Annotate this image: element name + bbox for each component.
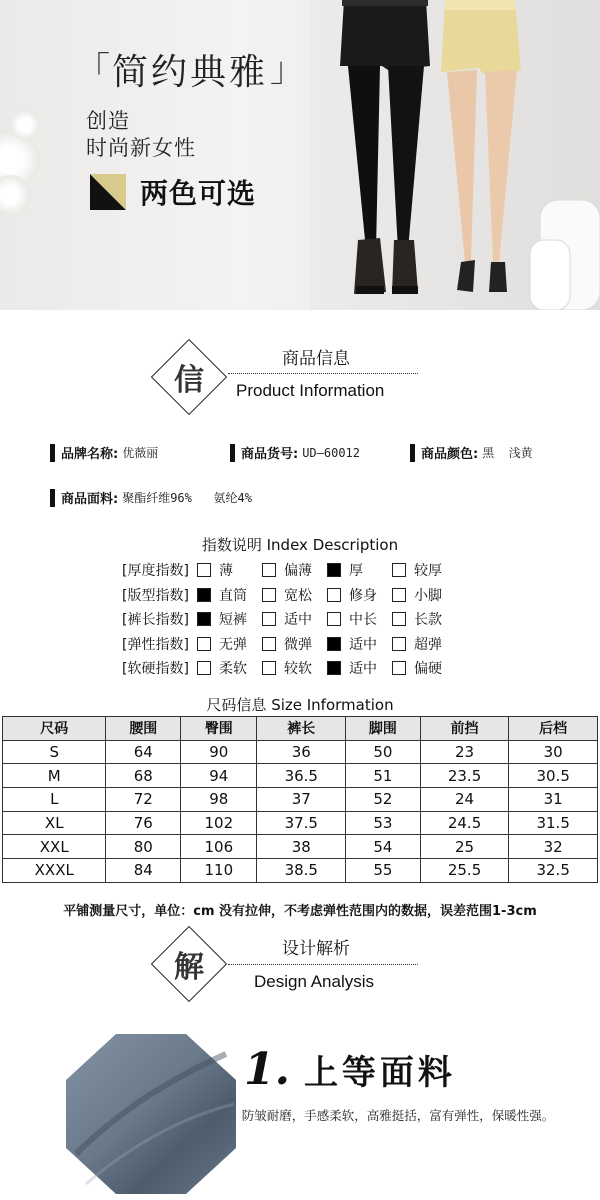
feature-title xyxy=(244,1044,456,1095)
size-header-cell: 裤长 xyxy=(257,717,346,741)
size-cell: 36 xyxy=(257,740,346,764)
hero-subtitle-line1: 创造 xyxy=(86,109,130,133)
checked-box-icon xyxy=(327,661,341,675)
index-row-label: [厚度指数] xyxy=(122,563,189,579)
size-cell: 110 xyxy=(181,859,257,883)
index-option-label: 宽松 xyxy=(284,587,312,604)
index-option xyxy=(262,609,327,629)
index-option-label: 适中 xyxy=(284,612,312,628)
size-cell: L xyxy=(3,788,106,812)
index-option-label: 偏薄 xyxy=(284,563,312,579)
size-cell: 37 xyxy=(257,788,346,812)
unchecked-box-icon xyxy=(197,563,211,577)
index-option-label: 薄 xyxy=(219,563,233,579)
feature-description: 防皱耐磨，手感柔软，高雅挺括，富有弹性，保暖性强。 xyxy=(241,1108,555,1123)
size-header-cell: 后档 xyxy=(509,717,598,741)
table-row xyxy=(3,835,598,859)
size-header-cell: 尺码 xyxy=(3,717,106,741)
info-brand-key: 品牌名称: xyxy=(61,447,119,462)
size-cell: 64 xyxy=(106,740,181,764)
unchecked-box-icon xyxy=(197,637,211,651)
size-cell: 30.5 xyxy=(509,764,598,788)
size-cell: 52 xyxy=(346,788,421,812)
index-option-label: 超弹 xyxy=(414,636,442,653)
feature-name: 上等面料 xyxy=(303,1053,456,1093)
size-cell: 31 xyxy=(509,788,598,812)
product-info-divider xyxy=(228,373,418,374)
index-option-label: 中长 xyxy=(349,612,377,628)
size-cell: 24.5 xyxy=(420,811,509,835)
index-option xyxy=(262,560,327,580)
color-swatch-icon xyxy=(90,174,126,210)
unchecked-box-icon xyxy=(197,661,211,675)
size-cell: 102 xyxy=(181,811,257,835)
size-cell: 38 xyxy=(257,835,346,859)
index-option-label: 偏硬 xyxy=(414,661,442,677)
unchecked-box-icon xyxy=(262,612,276,626)
index-option-label: 厚 xyxy=(349,563,363,579)
feature-number: 1. xyxy=(244,1044,290,1095)
index-option-label: 较厚 xyxy=(414,563,442,579)
hero-banner xyxy=(0,0,600,310)
hero-subtitle-line2: 时尚新女性 xyxy=(86,136,196,160)
size-header-cell: 臀围 xyxy=(181,717,257,741)
sofa-illustration xyxy=(520,180,600,310)
index-option-label: 小脚 xyxy=(414,587,442,604)
size-cell: 30 xyxy=(509,740,598,764)
unchecked-box-icon xyxy=(262,637,276,651)
index-option xyxy=(197,585,262,605)
size-cell: 98 xyxy=(181,788,257,812)
index-option xyxy=(197,609,262,629)
size-cell: 51 xyxy=(346,764,421,788)
index-option xyxy=(327,609,392,629)
index-option xyxy=(392,585,457,605)
model-yellow-shorts xyxy=(435,0,525,310)
unchecked-box-icon xyxy=(327,588,341,602)
size-cell: 106 xyxy=(181,835,257,859)
index-row-label: [裤长指数] xyxy=(122,612,189,628)
design-icon-char: 解 xyxy=(174,950,204,985)
hero-subtitle xyxy=(86,108,196,162)
size-cell: 32 xyxy=(509,835,598,859)
checked-box-icon xyxy=(197,588,211,602)
info-color-key: 商品颜色: xyxy=(421,447,479,462)
size-cell: 55 xyxy=(346,859,421,883)
info-sku-key: 商品货号: xyxy=(241,447,299,462)
index-row xyxy=(122,560,457,580)
unchecked-box-icon xyxy=(262,588,276,602)
index-option xyxy=(392,634,457,654)
index-option xyxy=(262,658,327,678)
model-black-shorts xyxy=(330,0,440,310)
index-option-label: 短裤 xyxy=(219,612,247,628)
index-option-label: 直筒 xyxy=(219,587,247,604)
size-table xyxy=(2,716,598,883)
product-info-subtitle: Product Information xyxy=(236,381,385,400)
index-option-label: 适中 xyxy=(349,636,377,653)
info-fabric-key: 商品面料: xyxy=(61,492,119,507)
product-info-title: 商品信息 xyxy=(282,349,350,369)
index-row xyxy=(122,658,457,678)
size-cell: 25.5 xyxy=(420,859,509,883)
size-table-header xyxy=(3,717,598,741)
unchecked-box-icon xyxy=(327,612,341,626)
size-cell: 80 xyxy=(106,835,181,859)
checked-box-icon xyxy=(327,637,341,651)
product-info-icon-char: 信 xyxy=(174,363,204,398)
size-cell: 24 xyxy=(420,788,509,812)
size-cell: 31.5 xyxy=(509,811,598,835)
size-cell: S xyxy=(3,740,106,764)
hero-color-options xyxy=(90,172,256,212)
size-cell: 72 xyxy=(106,788,181,812)
table-row xyxy=(3,811,598,835)
size-title: 尺码信息 Size Information xyxy=(206,696,394,714)
index-option xyxy=(392,609,457,629)
unchecked-box-icon xyxy=(392,563,406,577)
info-brand-value: 优薇丽 xyxy=(122,446,159,460)
index-option xyxy=(327,634,392,654)
size-cell: 54 xyxy=(346,835,421,859)
size-cell: 38.5 xyxy=(257,859,346,883)
info-color-value: 黑 浅黄 xyxy=(482,446,533,460)
index-option-label: 无弹 xyxy=(219,636,247,653)
info-color xyxy=(410,443,533,462)
index-option-label: 适中 xyxy=(349,661,377,677)
index-row xyxy=(122,585,457,605)
size-cell: 32.5 xyxy=(509,859,598,883)
table-row xyxy=(3,859,598,883)
unchecked-box-icon xyxy=(392,588,406,602)
size-cell: 68 xyxy=(106,764,181,788)
size-header-cell: 腰围 xyxy=(106,717,181,741)
size-cell: 23.5 xyxy=(420,764,509,788)
index-row-label: [弹性指数] xyxy=(122,636,189,653)
hero-title: 简约典雅 xyxy=(112,52,269,93)
design-divider xyxy=(228,964,418,965)
size-cell: 53 xyxy=(346,811,421,835)
index-option-label: 柔软 xyxy=(219,661,247,677)
index-title: 指数说明 Index Description xyxy=(201,536,399,554)
index-option xyxy=(327,658,392,678)
info-brand xyxy=(50,443,158,462)
index-option xyxy=(197,634,262,654)
info-sku-value: UD—60012 xyxy=(302,445,360,460)
size-header-cell: 前挡 xyxy=(420,717,509,741)
info-fabric xyxy=(50,488,252,507)
index-option xyxy=(197,658,262,678)
index-option xyxy=(327,585,392,605)
index-option-label: 较软 xyxy=(284,661,312,677)
size-cell: 37.5 xyxy=(257,811,346,835)
index-option-label: 长款 xyxy=(414,612,442,628)
hero-title-group xyxy=(76,44,304,95)
index-option-label: 修身 xyxy=(349,587,377,604)
index-option-label: 微弹 xyxy=(284,636,312,653)
index-option xyxy=(262,585,327,605)
size-cell: 36.5 xyxy=(257,764,346,788)
info-fabric-value: 聚酯纤维96% 氨纶4% xyxy=(122,491,253,505)
table-row xyxy=(3,740,598,764)
size-cell: 76 xyxy=(106,811,181,835)
size-cell: 50 xyxy=(346,740,421,764)
size-cell: XL xyxy=(3,811,106,835)
fabric-swatch-image xyxy=(66,1034,236,1194)
size-header-cell: 脚围 xyxy=(346,717,421,741)
index-row xyxy=(122,609,457,629)
size-cell: M xyxy=(3,764,106,788)
info-sku xyxy=(230,443,360,462)
size-cell: XXL xyxy=(3,835,106,859)
unchecked-box-icon xyxy=(262,563,276,577)
table-row xyxy=(3,788,598,812)
colors-label: 两色可选 xyxy=(140,177,257,210)
size-cell: 23 xyxy=(420,740,509,764)
size-cell: 84 xyxy=(106,859,181,883)
bracket-close: 」 xyxy=(270,49,305,90)
size-cell: 94 xyxy=(181,764,257,788)
flower-decoration xyxy=(10,110,40,140)
size-cell: 25 xyxy=(420,835,509,859)
size-cell: 90 xyxy=(181,740,257,764)
checked-box-icon xyxy=(327,563,341,577)
checked-box-icon xyxy=(197,612,211,626)
size-note: 平铺测量尺寸，单位：cm 没有拉伸，不考虑弹性范围内的数据，误差范围1-3cm xyxy=(63,904,537,919)
size-cell: XXXL xyxy=(3,859,106,883)
index-row-label: [版型指数] xyxy=(122,587,189,604)
index-option xyxy=(327,560,392,580)
index-option xyxy=(392,658,457,678)
unchecked-box-icon xyxy=(262,661,276,675)
design-subtitle: Design Analysis xyxy=(254,972,375,991)
index-option xyxy=(197,560,262,580)
design-title: 设计解析 xyxy=(282,939,350,959)
unchecked-box-icon xyxy=(392,637,406,651)
unchecked-box-icon xyxy=(392,661,406,675)
index-option xyxy=(262,634,327,654)
table-row xyxy=(3,764,598,788)
index-row-label: [软硬指数] xyxy=(122,661,189,677)
index-option xyxy=(392,560,457,580)
index-row xyxy=(122,634,457,654)
unchecked-box-icon xyxy=(392,612,406,626)
bracket-open: 「 xyxy=(76,49,110,90)
